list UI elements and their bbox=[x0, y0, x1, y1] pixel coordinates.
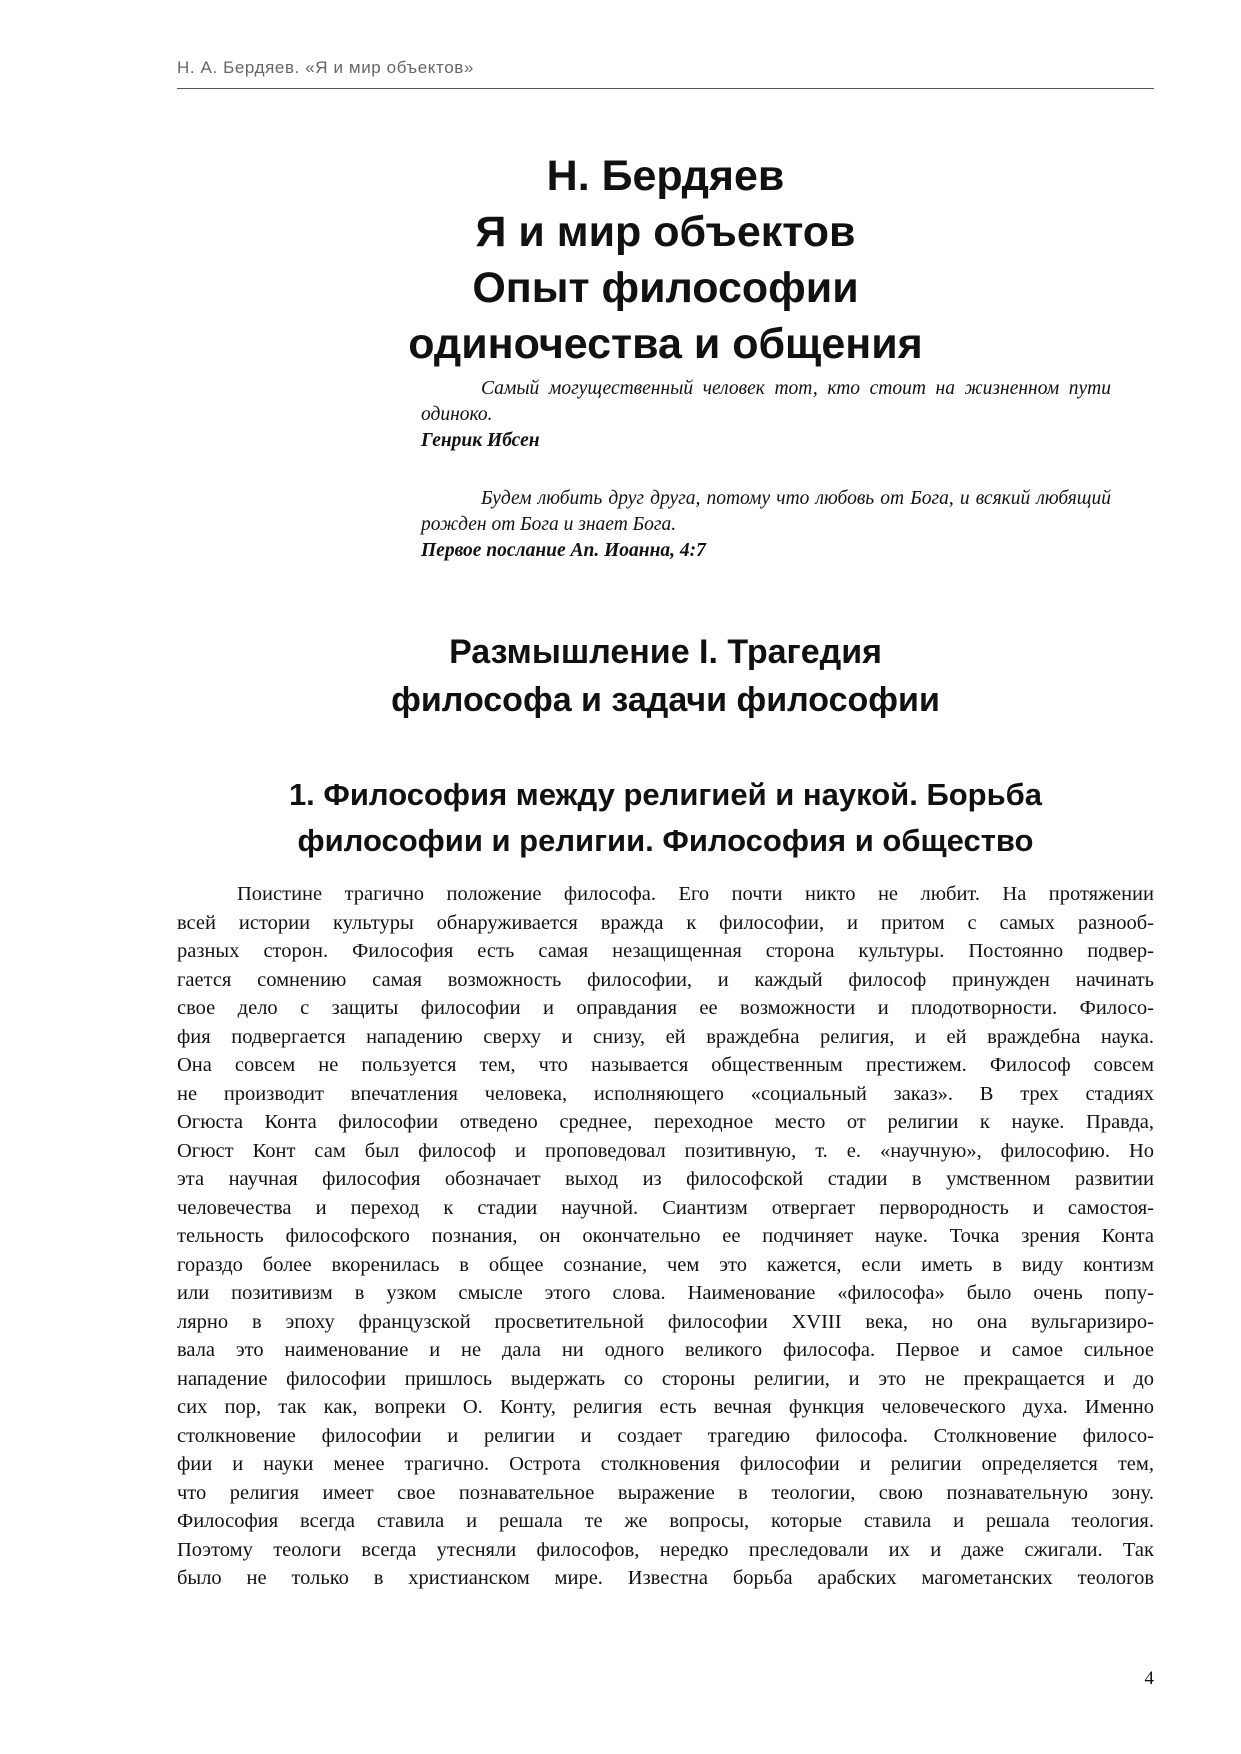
title-line: Опыт философии bbox=[472, 264, 859, 312]
chapter-title-line: Размышление I. Трагедия bbox=[449, 633, 882, 671]
body-line: вала это наименование и не дала ни одного великого философа. Первое и самое сильное bbox=[177, 1339, 1154, 1361]
epigraph-author: Генрик Ибсен bbox=[421, 430, 540, 451]
section-title-line: философии и религии. Философия и общество bbox=[297, 823, 1034, 858]
epigraph bbox=[421, 486, 1111, 564]
body-line: Философия всегда ставила и решала те же вопросы, которые ставила и решала теология. bbox=[177, 1510, 1154, 1532]
body-line: или позитивизм в узком смысле этого слова. Наименование «философа» было очень попу- bbox=[177, 1282, 1154, 1304]
epigraph-author: Первое послание Ап. Иоанна, 4:7 bbox=[421, 540, 706, 561]
body-line: Поистине трагично положение философа. Его почти никто не любит. На протяжении bbox=[237, 883, 1154, 905]
body-line: было не только в христианском мире. Известна борьба арабских магометанских теологов bbox=[177, 1567, 1154, 1589]
epigraph bbox=[421, 376, 1111, 454]
body-line: Огюста Конта философии отведено среднее, переходное место от религии к науке. Правда, bbox=[177, 1111, 1154, 1133]
body-paragraph bbox=[177, 880, 1154, 1593]
body-line: эта научная философия обозначает выход из философской стадии в умственном развитии bbox=[177, 1168, 1154, 1190]
body-line: фии и науки менее трагично. Острота столкновения философии и религии определяется тем, bbox=[177, 1453, 1154, 1475]
body-line: Огюст Конт сам был философ и проповедовал позитивную, т. е. «научную», философию. Но bbox=[177, 1139, 1154, 1162]
body-line: сих пор, так как, вопреки О. Конту, религия есть вечная функция человеческого духа. Именно bbox=[177, 1396, 1154, 1418]
body-line: разных сторон. Философия есть самая незащищенная сторона культуры. Постоянно подвер- bbox=[177, 940, 1154, 962]
body-line: лярно в эпоху французской просветительной философии XVIII века, но она вульгаризиро- bbox=[177, 1310, 1154, 1333]
body-line: что религия имеет свое познавательное выражение в теологии, свою познавательную зону. bbox=[177, 1481, 1154, 1504]
chapter-title bbox=[177, 628, 1154, 724]
page-number: 4 bbox=[1144, 1668, 1154, 1689]
body-line: нападение философии пришлось выдержать со стороны религии, и это не прекращается и до bbox=[177, 1367, 1154, 1390]
body-line: фия подвергается нападению сверху и снизу, ей враждебна религия, и ей враждебна наука. bbox=[177, 1025, 1154, 1048]
epigraph-quote: Самый могущественный человек тот, кто стоит на жизненном пути одиноко. bbox=[421, 378, 1111, 425]
title-line: одиночества и общения bbox=[408, 320, 923, 368]
title-line: Н. Бердяев bbox=[546, 152, 785, 200]
body-line: Поэтому теологи всегда утесняли философов, нередко преследовали их и даже сжигали. Так bbox=[177, 1538, 1154, 1561]
body-line: человечества и переход к стадии научной. Сиантизм отвергает первородность и самостоя- bbox=[177, 1196, 1154, 1219]
body-line: всей истории культуры обнаруживается вражда к философии, и притом с самых разнооб- bbox=[177, 911, 1154, 934]
running-header: Н. А. Бердяев. «Я и мир объектов» bbox=[177, 58, 474, 77]
main-title bbox=[177, 148, 1154, 372]
body-line: гается сомнению самая возможность философии, и каждый философ принужден начинать bbox=[177, 968, 1154, 991]
body-line: свое дело с защиты философии и оправдания ее возможности и плодотворности. Филосо- bbox=[177, 997, 1154, 1019]
body-line: столкновение философии и религии и создает трагедию философа. Столкновение филосо- bbox=[177, 1424, 1154, 1447]
title-line: Я и мир объектов bbox=[475, 208, 856, 256]
body-line: тельность философского познания, он окончательно ее подчиняет науке. Точка зрения Конта bbox=[177, 1225, 1154, 1247]
body-line: не производит впечатления человека, исполняющего «социальный заказ». В трех стадиях bbox=[177, 1082, 1154, 1105]
header-rule bbox=[177, 88, 1154, 89]
body-line: гораздо более вкоренилась в общее сознание, чем это кажется, если иметь в виду контизм bbox=[177, 1253, 1154, 1276]
section-title-line: 1. Философия между религией и наукой. Борьба bbox=[288, 777, 1043, 812]
section-title bbox=[177, 772, 1154, 864]
chapter-title-line: философа и задачи философии bbox=[391, 681, 940, 719]
epigraph-quote: Будем любить друг друга, потому что любовь от Бога, и всякий любящий рожден от Бога и знает Бога. bbox=[421, 488, 1111, 535]
body-line: Она совсем не пользуется тем, что называется общественным престижем. Философ совсем bbox=[177, 1054, 1154, 1076]
